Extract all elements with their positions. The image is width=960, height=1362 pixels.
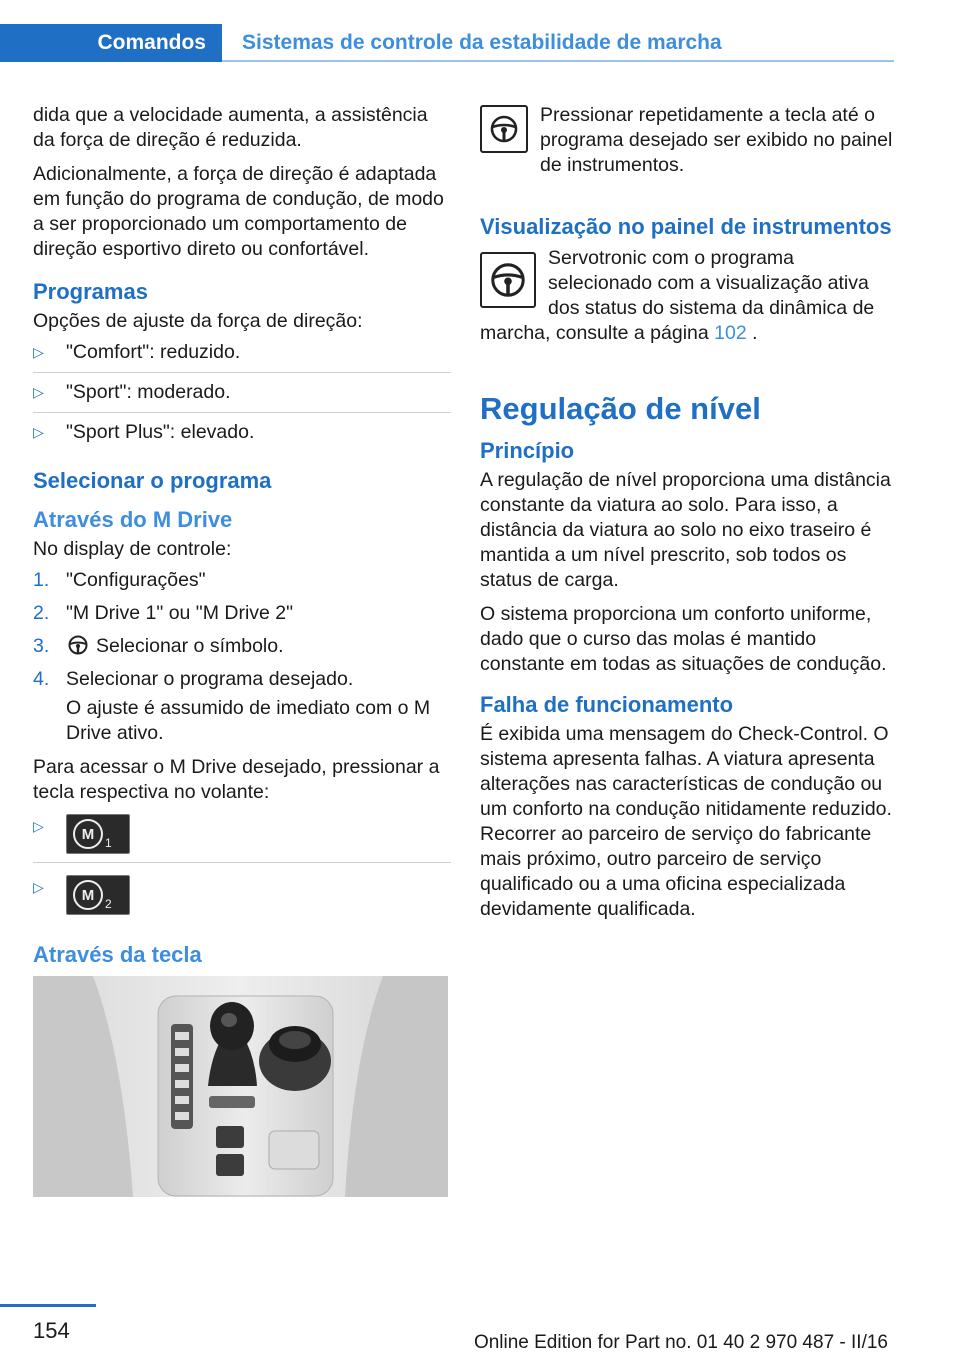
paragraph-text: . xyxy=(752,322,758,344)
page-link[interactable]: 102 xyxy=(714,322,747,344)
heading-visualizacao: Visualização no painel de instrumentos xyxy=(480,214,892,239)
mdrive1-key-icon xyxy=(66,814,130,854)
steering-wheel-icon xyxy=(68,635,88,655)
heading-tecla: Através da tecla xyxy=(33,942,202,967)
paragraph: O sistema proporciona um conforto uniforme, dado que o curso das molas é mantido constante em todas as situações de condução. xyxy=(480,603,887,675)
right-column xyxy=(480,103,898,931)
step-text: Selecionar o símbolo. xyxy=(96,635,284,657)
list-item-text: "Sport Plus": elevado. xyxy=(66,421,255,443)
paragraph: dida que a velocidade aumenta, a assistência da força de direção é reduzida. xyxy=(33,104,428,151)
step-text: "M Drive 1" ou "M Drive 2" xyxy=(66,602,294,624)
triangle-bullet-icon: ▷ xyxy=(33,879,44,895)
section-tab: Comandos xyxy=(0,24,222,62)
header-subtitle: Sistemas de controle da estabilidade de marcha xyxy=(242,31,722,54)
list-item xyxy=(33,420,451,445)
key-sub: 1 xyxy=(105,836,112,850)
paragraph: Pressionar repetidamente a tecla até o programa desejado ser exibido no painel de instrumentos. xyxy=(540,104,893,176)
key-label: M xyxy=(73,880,103,910)
left-column xyxy=(33,103,451,1197)
step-item xyxy=(33,667,451,692)
key-label: M xyxy=(73,819,103,849)
paragraph xyxy=(480,246,898,346)
list-item xyxy=(33,340,451,365)
page-number: 154 xyxy=(33,1318,70,1343)
step-text: "Configurações" xyxy=(66,569,206,591)
edition-note: Online Edition for Part no. 01 40 2 970 487 - II/16 xyxy=(473,1332,888,1353)
heading-principio: Princípio xyxy=(480,438,575,463)
step-text: Selecionar o programa desejado. xyxy=(66,668,354,690)
step-number: 1. xyxy=(33,569,50,591)
step-item xyxy=(33,568,451,593)
heading-mdrive: Através do M Drive xyxy=(33,507,233,532)
paragraph: Para acessar o M Drive desejado, pressionar a tecla respectiva no volante: xyxy=(33,756,440,803)
list-item-text: "Sport": moderado. xyxy=(66,381,231,403)
triangle-bullet-icon: ▷ xyxy=(33,818,44,834)
step-item xyxy=(33,634,451,659)
header-rule xyxy=(222,60,894,62)
step-note: O ajuste é assumido de imediato com o M Drive ativo. xyxy=(66,697,431,744)
step-number: 4. xyxy=(33,668,50,690)
triangle-bullet-icon: ▷ xyxy=(33,384,44,400)
mdrive2-key-icon xyxy=(66,875,130,915)
footer-rule xyxy=(0,1304,96,1307)
key-sub: 2 xyxy=(105,897,112,911)
heading-falha: Falha de funcionamento xyxy=(480,692,734,717)
paragraph: Opções de ajuste da força de direção: xyxy=(33,310,363,332)
triangle-bullet-icon: ▷ xyxy=(33,344,44,360)
servotronic-display-icon xyxy=(480,252,536,308)
heading-programas: Programas xyxy=(33,279,148,304)
list-item xyxy=(33,380,451,405)
heading-regulacao: Regulação de nível xyxy=(480,391,761,426)
list-item-text: "Comfort": reduzido. xyxy=(66,341,241,363)
center-console-photo xyxy=(33,976,448,1197)
paragraph: A regulação de nível proporciona uma distância constante da viatura ao solo. Para isso, a distância da viatura ao solo no eixo traseiro é mantida a um nível prescrito, sob todos os status de carga. xyxy=(480,469,891,591)
step-number: 3. xyxy=(33,635,50,657)
divider xyxy=(33,412,451,413)
divider xyxy=(33,862,451,863)
divider xyxy=(33,372,451,373)
step-item xyxy=(33,601,451,626)
paragraph: Adicionalmente, a força de direção é adaptada em função do programa de condução, de modo a ser proporcionado um comportamento de direção esportivo direto ou confortável. xyxy=(33,163,444,260)
step-number: 2. xyxy=(33,602,50,624)
list-item xyxy=(33,875,451,915)
triangle-bullet-icon: ▷ xyxy=(33,424,44,440)
paragraph-text: Servotronic com o programa selecionado com a visualização ativa dos status do sistema da dinâmica de marcha, consulte a página xyxy=(480,247,875,344)
heading-selecionar: Selecionar o programa xyxy=(33,468,272,493)
paragraph: No display de controle: xyxy=(33,538,232,560)
list-item xyxy=(33,814,451,854)
steering-wheel-key-icon xyxy=(480,105,528,153)
paragraph: É exibida uma mensagem do Check-Control. O sistema apresenta falhas. A viatura apresenta alterações nas características de condução ou um conforto na condução nitidamente reduzido. Recorrer ao parceiro de serviço do fabricante mais próximo, outro parceiro de serviço qualificado ou a uma oficina especializada devidamente qualificada. xyxy=(480,723,892,920)
